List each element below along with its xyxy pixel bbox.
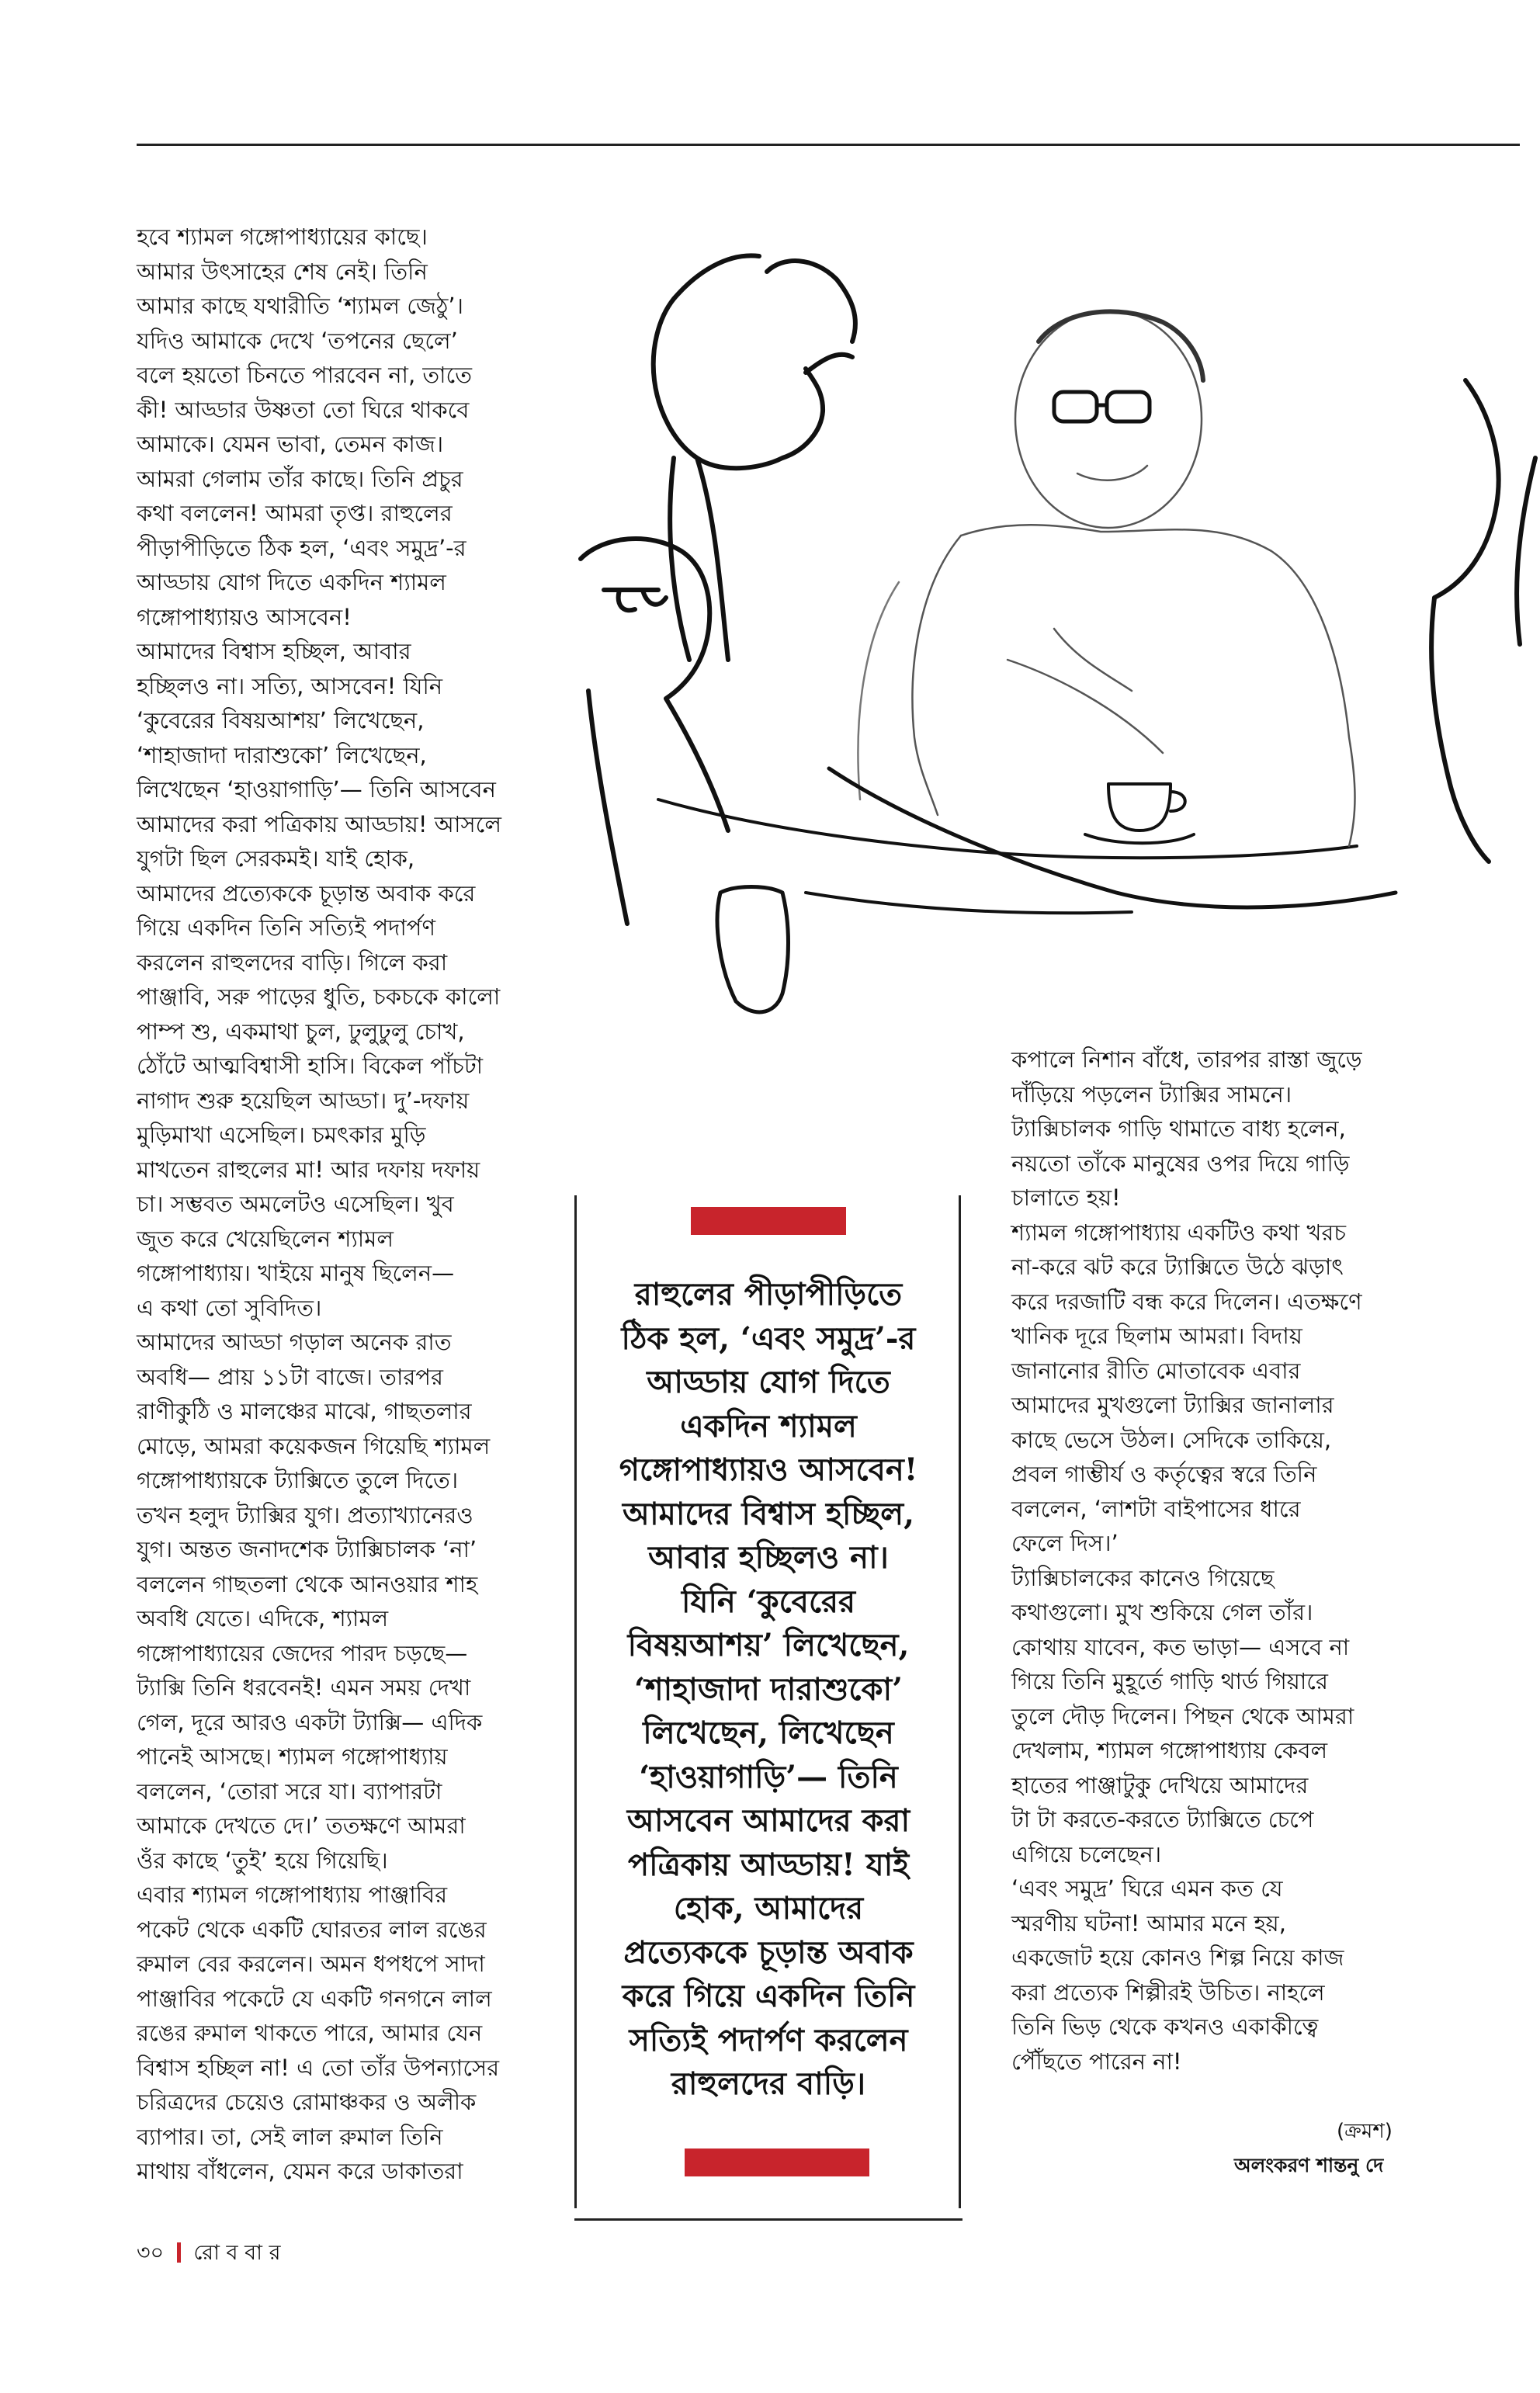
right-article-column xyxy=(1011,1042,1446,2079)
body-text-line: ব্যাপার। তা, সেই লাল রুমাল তিনি xyxy=(137,2123,443,2150)
page-number: ৩০ xyxy=(137,2241,165,2265)
body-text-line: বিশ্বাস হচ্ছিল না! এ তো তাঁর উপন্যাসের xyxy=(137,2054,500,2081)
body-text-line: তখন হলুদ ট্যাক্সির যুগ। প্রত্যাখ্যানেরও xyxy=(137,1501,473,1528)
body-text-line: পকেট থেকে একটি ঘোরতর লাল রঙের xyxy=(137,1916,487,1943)
body-text-line: পাঞ্জাবি, সরু পাড়ের ধুতি, চকচকে কালো xyxy=(137,983,501,1010)
body-text-line: লিখেছেন ‘হাওয়াগাড়ি’— তিনি আসবেন xyxy=(137,776,496,803)
body-text-line: অবধি— প্রায় ১১টা বাজে। তারপর xyxy=(137,1363,443,1390)
pull-quote-line: যিনি ‘কুবেরের xyxy=(681,1583,856,1620)
body-text-line: মাথায় বাঁধলেন, যেমন করে ডাকাতরা xyxy=(137,2158,463,2184)
body-text-line: আমাদের আড্ডা গড়াল অনেক রাত xyxy=(137,1329,452,1355)
body-text-line: একজোট হয়ে কোনও শিল্প নিয়ে কাজ xyxy=(1011,1944,1344,1971)
body-text-line: তুলে দৌড় দিলেন। পিছন থেকে আমরা xyxy=(1011,1702,1354,1729)
body-text-line: কী! আড্ডার উষ্ণতা তো ঘিরে থাকবে xyxy=(137,396,470,423)
pull-quote-line: রাহুলদের বাড়ি। xyxy=(671,2065,866,2102)
pull-quote-line: একদিন শ্যামল xyxy=(680,1407,857,1444)
body-text-line: বলে হয়তো চিনতে পারবেন না, তাতে xyxy=(137,362,472,388)
body-text-line: গেল, দূরে আরও একটা ট্যাক্সি— এদিক xyxy=(137,1708,483,1736)
pull-quote-line: গঙ্গোপাধ্যায়ও আসবেন! xyxy=(619,1451,918,1488)
body-text-line: দাঁড়িয়ে পড়লেন ট্যাক্সির সামনে। xyxy=(1011,1080,1292,1108)
column-divider-left xyxy=(574,1195,577,2208)
sketch-figure-left xyxy=(654,255,855,660)
body-text-line: পৌঁছতে পারেন না! xyxy=(1011,2048,1182,2075)
red-accent-bar-top xyxy=(691,1207,846,1235)
pull-quote-line: বিষয়আশয়’ লিখেছেন, xyxy=(627,1627,910,1663)
body-text-line: পানেই আসছে। শ্যামল গঙ্গোপাধ্যায় xyxy=(137,1743,448,1770)
sketch-teacup xyxy=(1085,784,1194,843)
body-text-line: এ কথা তো সুবিদিত। xyxy=(137,1294,322,1321)
body-text-line: আমাকে দেখতে দে।’ ততক্ষণে আমরা xyxy=(137,1812,466,1839)
body-text-line: ঠোঁটে আত্মবিশ্বাসী হাসি। বিকেল পাঁচটা xyxy=(137,1053,484,1079)
body-text-line: করে দরজাটি বন্ধ করে দিলেন। এতক্ষণে xyxy=(1011,1288,1362,1315)
body-text-line: মাখতেন রাহুলের মা! আর দফায় দফায় xyxy=(137,1156,480,1183)
body-text-line: যদিও আমাকে দেখে ‘তপনের ছেলে’ xyxy=(137,327,458,354)
body-text-line: নাগাদ শুরু হয়েছিল আড্ডা। দু’-দফায় xyxy=(137,1087,470,1114)
sketch-figure-bottom-left xyxy=(581,539,728,924)
body-text-line: গঙ্গোপাধ্যায়কে ট্যাক্সিতে তুলে দিতে। xyxy=(137,1467,459,1493)
body-text-line: পাম্প শু, একমাথা চুল, ঢুলুঢুলু চোখ, xyxy=(137,1018,465,1045)
body-text-line: আমাদের মুখগুলো ট্যাক্সির জানালার xyxy=(1011,1392,1334,1418)
sketch-figure-center xyxy=(858,310,1354,846)
body-text-line: গিয়ে তিনি মুহূর্তে গাড়ি থার্ড গিয়ারে xyxy=(1011,1668,1328,1694)
body-text-line: এগিয়ে চলেছেন। xyxy=(1011,1840,1162,1868)
red-accent-bar-bottom xyxy=(685,2148,869,2176)
pull-quote-line: আসবেন আমাদের করা xyxy=(626,1802,910,1839)
body-text-line: টা টা করতে-করতে ট্যাক্সিতে চেপে xyxy=(1011,1806,1314,1833)
body-text-line: যুগটা ছিল সেরকমই। যাই হোক, xyxy=(137,845,415,872)
body-text-line: পাঞ্জাবির পকেটে যে একটি গনগনে লাল xyxy=(137,1985,492,2012)
body-text-line: বললেন, ‘লাশটা বাইপাসের ধারে xyxy=(1011,1495,1301,1522)
pull-quote-line: ‘হাওয়াগাড়ি’— তিনি xyxy=(639,1758,898,1795)
body-text-line: হচ্ছিলও না। সত্যি, আসবেন! যিনি xyxy=(137,672,443,699)
pull-quote-line: আড্ডায় যোগ দিতে xyxy=(647,1364,890,1400)
body-text-line: গঙ্গোপাধ্যায়ও আসবেন! xyxy=(137,603,352,630)
body-text-line: ট্যাক্সিচালক গাড়ি থামাতে বাধ্য হলেন, xyxy=(1011,1115,1346,1142)
column-divider-right xyxy=(959,1195,961,2208)
pull-quote-line: রাহুলের পীড়াপীড়িতে xyxy=(634,1276,903,1313)
pull-quote-line: প্রত্যেককে চূড়ান্ত অবাক xyxy=(623,1933,914,1971)
pull-quote-line: পত্রিকায় আড্ডায়! যাই xyxy=(627,1846,910,1883)
body-text-line: বললেন, ‘তোরা সরে যা। ব্যাপারটা xyxy=(137,1777,442,1805)
body-text-line: আমাকে। যেমন ভাবা, তেমন কাজ। xyxy=(137,431,444,457)
body-text-line: ‘এবং সমুদ্র’ ঘিরে এমন কত যে xyxy=(1011,1875,1283,1902)
body-text-line: ট্যাক্সিচালকের কানেও গিয়েছে xyxy=(1011,1564,1275,1591)
body-text-line: চা। সম্ভবত অমলেটও এসেছিল। খুব xyxy=(137,1191,454,1217)
body-text-line: স্মরণীয় ঘটনা! আমার মনে হয়, xyxy=(1011,1909,1286,1937)
body-text-line: ‘কুবেরের বিষয়আশয়’ লিখেছেন, xyxy=(137,707,425,734)
folio-divider xyxy=(177,2242,181,2263)
pull-quote-line: আবার হচ্ছিলও না। xyxy=(648,1539,889,1576)
body-text-line: এবার শ্যামল গঙ্গোপাধ্যায় পাঞ্জাবির xyxy=(137,1881,448,1908)
pull-quote-line: করে গিয়ে একদিন তিনি xyxy=(622,1978,915,2014)
body-text-line: না-করে ঝট করে ট্যাক্সিতে উঠে ঝড়াৎ xyxy=(1011,1254,1344,1280)
body-text-line: কোথায় যাবেন, কত ভাড়া— এসবে না xyxy=(1011,1633,1350,1660)
body-text-line: চরিত্রদের চেয়েও রোমাঞ্চকর ও অলীক xyxy=(137,2089,477,2115)
pull-quote-line: ঠিক হল, ‘এবং সমুদ্র’-র xyxy=(621,1320,916,1357)
body-text-line: হাতের পাঞ্জাটুকু দেখিয়ে আমাদের xyxy=(1011,1771,1309,1798)
body-text-line: জুত করে খেয়েছিলেন শ্যামল xyxy=(137,1225,394,1252)
pull-quote xyxy=(582,1273,955,2107)
body-text-line: আমার কাছে যথারীতি ‘শ্যামল জেঠু’। xyxy=(137,293,463,319)
body-text-line: গঙ্গোপাধ্যায়। খাইয়ে মানুষ ছিলেন— xyxy=(137,1260,455,1286)
body-text-line: আমাদের প্রত্যেককে চূড়ান্ত অবাক করে xyxy=(137,879,476,907)
page-folio xyxy=(137,2237,280,2272)
body-text-line: তিনি ভিড় থেকে কখনও একাকীত্বে xyxy=(1011,2013,1319,2040)
top-rule xyxy=(137,144,1520,146)
body-text-line: দেখলাম, শ্যামল গঙ্গোপাধ্যায় কেবল xyxy=(1011,1737,1328,1764)
body-text-line: গিয়ে একদিন তিনি সত্যিই পদার্পণ xyxy=(137,914,436,941)
illustration-sketch xyxy=(573,225,1540,1071)
body-text-line: ওঁর কাছে ‘তুই’ হয়ে গিয়েছি। xyxy=(137,1847,388,1874)
body-text-line: মুড়িমাখা এসেছিল। চমৎকার মুড়ি xyxy=(137,1122,426,1148)
body-text-line: মোড়ে, আমরা কয়েকজন গিয়েছি শ্যামল xyxy=(137,1432,491,1459)
pull-quote-line: লিখেছেন, লিখেছেন xyxy=(643,1715,894,1751)
sketch-figure-right xyxy=(1431,380,1535,862)
body-text-line: ট্যাক্সি তিনি ধরবেনই! এমন সময় দেখা xyxy=(137,1674,471,1701)
sketch-cup-left xyxy=(717,887,788,1012)
body-text-line: নয়তো তাঁকে মানুষের ওপর দিয়ে গাড়ি xyxy=(1011,1150,1350,1177)
body-text-line: আড্ডায় যোগ দিতে একদিন শ্যামল xyxy=(137,569,446,595)
body-text-line: রঙের রুমাল থাকতে পারে, আমার যেন xyxy=(137,2020,483,2046)
body-text-line: কথা বললেন! আমরা তৃপ্ত। রাহুলের xyxy=(137,500,453,526)
body-text-line: অবধি যেতে। এদিকে, শ্যামল xyxy=(137,1605,389,1632)
serial-continued-note: (ক্রমশ) xyxy=(1337,2120,1393,2143)
body-text-line: কাছে ভেসে উঠল। সেদিকে তাকিয়ে, xyxy=(1011,1426,1332,1453)
body-text-line: আমরা গেলাম তাঁর কাছে। তিনি প্রচুর xyxy=(137,465,463,492)
body-text-line: করা প্রত্যেক শিল্পীরই উচিত। নাহলে xyxy=(1011,1979,1325,2006)
left-article-column xyxy=(137,220,571,2189)
pull-quote-bottom-rule xyxy=(574,2218,962,2221)
pull-quote-line: আমাদের বিশ্বাস হচ্ছিল, xyxy=(622,1495,915,1532)
body-text-line: আমাদের করা পত্রিকায় আড্ডায়! আসলে xyxy=(137,810,501,838)
body-text-line: ফেলে দিস।’ xyxy=(1011,1530,1119,1556)
body-text-line: জানানোর রীতি মোতাবেক এবার xyxy=(1011,1357,1301,1384)
body-text-line: ‘শাহাজাদা দারাশুকো’ লিখেছেন, xyxy=(137,741,427,768)
body-text-line: আমাদের বিশ্বাস হচ্ছিল, আবার xyxy=(137,638,411,664)
body-text-line: শ্যামল গঙ্গোপাধ্যায় একটিও কথা খরচ xyxy=(1011,1219,1347,1246)
pull-quote-line: ‘শাহাজাদা দারাশুকো’ xyxy=(634,1670,903,1708)
body-text-line: যুগ। অন্তত জনাদশেক ট্যাক্সিচালক ‘না’ xyxy=(137,1536,477,1562)
body-text-line: রুমাল বের করলেন। অমন ধপধপে সাদা xyxy=(137,1951,485,1977)
body-text-line: চালাতে হয়! xyxy=(1011,1184,1121,1211)
body-text-line: গঙ্গোপাধ্যায়ের জেদের পারদ চড়ছে— xyxy=(137,1639,468,1666)
body-text-line: খানিক দূরে ছিলাম আমরা। বিদায় xyxy=(1011,1323,1302,1349)
body-text-line: বললেন গাছতলা থেকে আনওয়ার শাহ xyxy=(137,1570,478,1597)
magazine-name: রো ব বা র xyxy=(193,2241,281,2265)
body-text-line: করলেন রাহুলদের বাড়ি। গিলে করা xyxy=(137,949,448,976)
illustration-credit: অলংকরণ শান্তনু দে xyxy=(1234,2154,1384,2176)
pull-quote-line: হোক, আমাদের xyxy=(673,1890,864,1927)
body-text-line: রাণীকুঠি ও মালঞ্চের মাঝে, গাছতলার xyxy=(137,1398,472,1424)
body-text-line: আমার উৎসাহের শেষ নেই। তিনি xyxy=(137,258,428,285)
body-text-line: হবে শ্যামল গঙ্গোপাধ্যায়ের কাছে। xyxy=(137,224,428,250)
body-text-line: প্রবল গাম্ভীর্য ও কর্তৃত্বের স্বরে তিনি xyxy=(1011,1461,1317,1487)
body-text-line: পীড়াপীড়িতে ঠিক হল, ‘এবং সমুদ্র’-র xyxy=(137,534,467,561)
body-text-line: কথাগুলো। মুখ শুকিয়ে গেল তাঁর। xyxy=(1011,1599,1313,1625)
pull-quote-line: সত্যিই পদার্পণ করলেন xyxy=(629,2021,908,2058)
body-text-line: কপালে নিশান বাঁধে, তারপর রাস্তা জুড়ে xyxy=(1011,1046,1362,1073)
